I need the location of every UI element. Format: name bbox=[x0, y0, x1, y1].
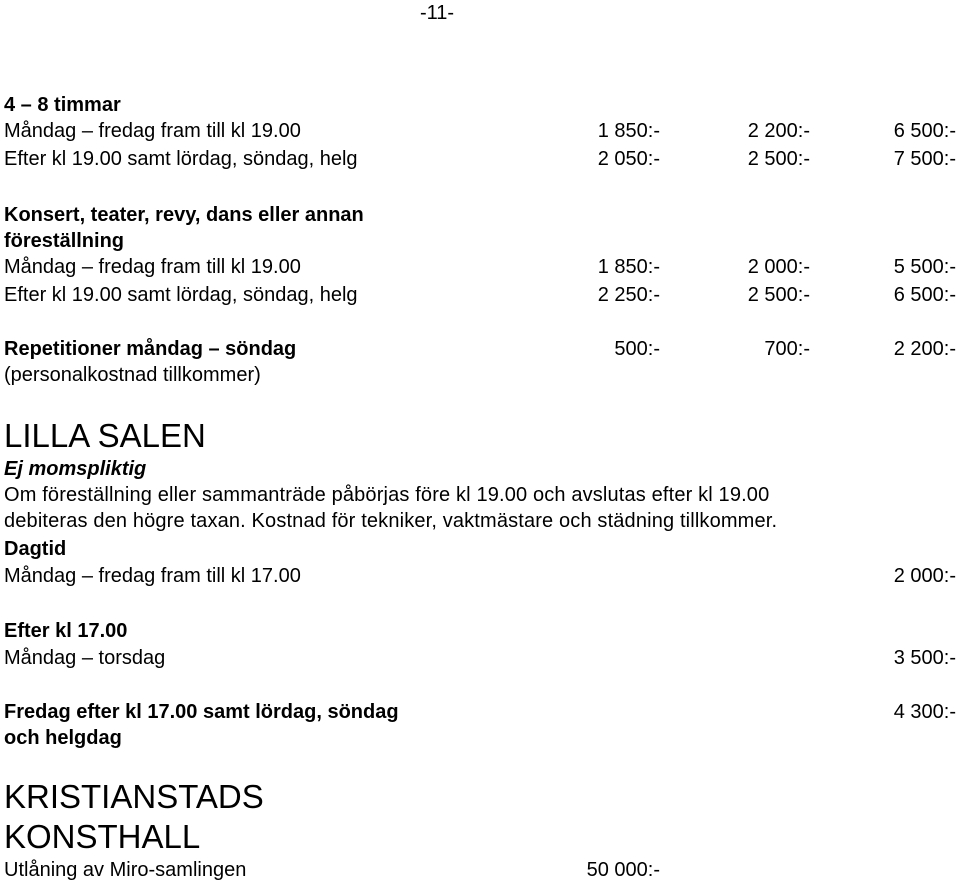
block2-row2-price3: 6 500:- bbox=[893, 284, 956, 306]
block1-row2-price1: 2 050:- bbox=[597, 148, 660, 170]
efter-label: Efter kl 17.00 bbox=[4, 620, 128, 642]
block2-row1-label: Måndag – fredag fram till kl 19.00 bbox=[4, 256, 301, 278]
block2-heading-line1: Konsert, teater, revy, dans eller annan bbox=[4, 204, 364, 226]
block3-price1: 500:- bbox=[614, 338, 660, 360]
block1-heading: 4 – 8 timmar bbox=[4, 94, 121, 116]
fredag-price: 4 300:- bbox=[893, 701, 956, 723]
dagtid-row-price: 2 000:- bbox=[893, 565, 956, 587]
block2-row2-price2: 2 500:- bbox=[747, 284, 810, 306]
lilla-salen-desc-line2: debiteras den högre taxan. Kostnad för tekniker, vaktmästare och städning tillkommer. bbox=[4, 510, 778, 532]
fredag-label-line2: och helgdag bbox=[4, 727, 122, 749]
konsthall-title-line2: KONSTHALL bbox=[4, 818, 201, 855]
dagtid-label: Dagtid bbox=[4, 538, 67, 560]
konsthall-row-label: Utlåning av Miro-samlingen bbox=[4, 859, 247, 881]
block2-row2-price1: 2 250:- bbox=[597, 284, 660, 306]
block3-price2: 700:- bbox=[764, 338, 810, 360]
block1-row2-label: Efter kl 19.00 samt lördag, söndag, helg bbox=[4, 148, 358, 170]
konsthall-title-line1: KRISTIANSTADS bbox=[4, 778, 264, 815]
block1-row2-price2: 2 500:- bbox=[747, 148, 810, 170]
efter-row-label: Måndag – torsdag bbox=[4, 647, 166, 669]
block3-price3: 2 200:- bbox=[893, 338, 956, 360]
block3-note: (personalkostnad tillkommer) bbox=[4, 364, 261, 386]
konsthall-row-price: 50 000:- bbox=[586, 859, 660, 881]
page-number: -11- bbox=[420, 2, 455, 24]
block1-row1-price1: 1 850:- bbox=[597, 120, 660, 142]
block1-row1-price3: 6 500:- bbox=[893, 120, 956, 142]
lilla-salen-desc-line1: Om föreställning eller sammanträde påbörjas före kl 19.00 och avslutas efter kl 19.00 bbox=[4, 484, 770, 506]
block2-row1-price3: 5 500:- bbox=[893, 256, 956, 278]
block1-row2-price3: 7 500:- bbox=[893, 148, 956, 170]
fredag-label-line1: Fredag efter kl 17.00 samt lördag, söndag bbox=[4, 701, 399, 723]
block2-row1-price1: 1 850:- bbox=[597, 256, 660, 278]
efter-row-price: 3 500:- bbox=[893, 647, 956, 669]
lilla-salen-title: LILLA SALEN bbox=[4, 417, 206, 454]
block2-heading-line2: föreställning bbox=[4, 230, 125, 252]
block3-heading: Repetitioner måndag – söndag bbox=[4, 338, 297, 360]
dagtid-row-label: Måndag – fredag fram till kl 17.00 bbox=[4, 565, 301, 587]
block1-row1-price2: 2 200:- bbox=[747, 120, 810, 142]
block2-row1-price2: 2 000:- bbox=[747, 256, 810, 278]
block2-row2-label: Efter kl 19.00 samt lördag, söndag, helg bbox=[4, 284, 358, 306]
block1-row1-label: Måndag – fredag fram till kl 19.00 bbox=[4, 120, 301, 142]
lilla-salen-subtitle: Ej momspliktig bbox=[4, 458, 147, 480]
